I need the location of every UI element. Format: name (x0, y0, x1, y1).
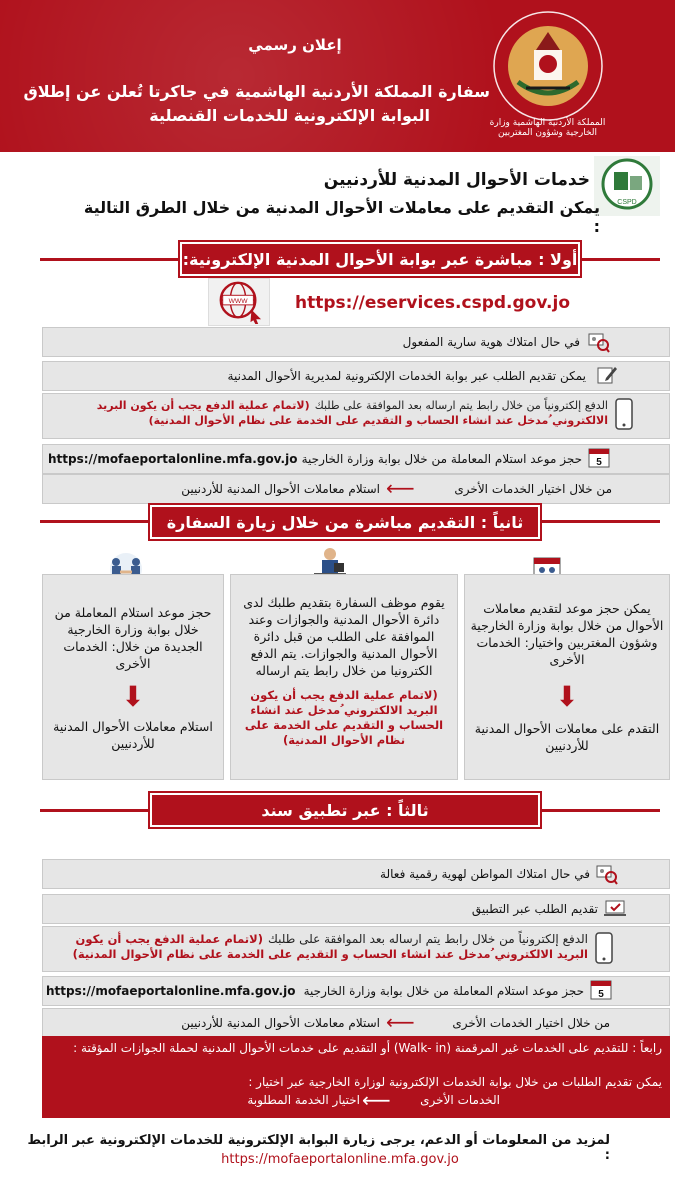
section4-choose-service: اختيار الخدمة المطلوبة (247, 1093, 360, 1107)
civil-services-subtitle: يمكن التقديم على معاملات الأحوال المدنية من خلال الطرق التالية : (83, 198, 600, 236)
s1-payment-note: الدفع إلكترونياً من خلال رابط يتم ارساله بعد الموافقة على طلبك (314, 399, 608, 412)
s3-mofa-portal-link[interactable]: https://mofaeportalonline.mfa.gov.jo (46, 984, 296, 998)
s3-row5-right: من خلال اختيار الخدمات الأخرى (452, 1016, 610, 1030)
emblem-caption: المملكة الأردنية الهاشمية وزارة الخارجية وشؤون المغتربين (489, 118, 606, 138)
s3-row2-text: تقديم الطلب عبر التطبيق (471, 902, 598, 916)
cspd-logo-icon (594, 156, 660, 216)
s2-col-left-result: استلام معاملات الأحوال المدنية للأردنيين (53, 719, 213, 751)
svg-text:CSPD: CSPD (617, 199, 637, 206)
laptop-check-icon (604, 897, 626, 919)
www-globe-icon (208, 278, 270, 326)
s1-row5-right: من خلال اختيار الخدمات الأخرى (454, 482, 612, 496)
s1-row5-left: استلام معاملات الأحوال المدنية للأردنيين (181, 482, 380, 496)
s2-col-right-text: يمكن حجز موعد لتقديم معاملات الأحوال من خلال بوابة وزارة الخارجية وشؤون المغتربين واختيار: الخدمات الأخرى (470, 601, 664, 667)
s3-row4-text: حجز موعد استلام المعاملة من خلال بوابة وزارة الخارجية (303, 984, 584, 998)
s3-payment-warning: (لاتمام عملية الدفع يجب أن يكون البريد الالكتروني ُمدخل عند انشاء الحساب و التقديم على الخدمة على نظام الأحوال المدنية) (72, 932, 588, 961)
s2-col-mid-text: يقوم موظف السفارة بتقديم طلبك لدى دائرة الأحوال المدنية والجوازات وعند الموافقة على الطلب من قبل دائرة الأحوال المدنية والجوازات. يتم الدفع الكترونيا من خلال رابط يتم ارساله (243, 595, 445, 678)
down-arrow-icon-2: ⬇ (121, 680, 145, 713)
s1-row1-text: في حال امتلاك هوية سارية المفعول (402, 335, 580, 349)
s1-row2-text: يمكن تقديم الطلب عبر بوابة الخدمات الإلكترونية لمديرية الأحوال المدنية (227, 369, 586, 383)
s3-row3-text (60, 931, 588, 961)
s1-mofa-portal-link[interactable]: https://mofaeportalonline.mfa.gov.jo (48, 452, 298, 466)
section1-banner: أولا : مباشرة عبر بوابة الأحوال المدنية الإلكترونية: (180, 242, 580, 276)
s1-payment-warning: (لاتمام عملية الدفع يجب أن يكون البريد الالكتروني ُمدخل عند انشاء الحساب و التقديم على الخدمة على نظام الأحوال المدنية) (96, 399, 608, 427)
down-arrow-icon: ⬇ (555, 680, 579, 713)
mobile-phone-icon-2 (592, 932, 616, 966)
svg-text:WWW: WWW (228, 297, 248, 305)
s3-row5-left: استلام معاملات الأحوال المدنية للأردنيين (181, 1016, 380, 1030)
id-card-search-icon (588, 331, 610, 353)
id-card-search-icon-2 (596, 863, 618, 885)
section4-other-services: الخدمات الأخرى (420, 1093, 500, 1107)
svg-text:5: 5 (596, 457, 602, 468)
section3-banner: ثالثاً : عبر تطبيق سند (150, 793, 540, 827)
calendar-icon-2 (590, 978, 612, 1000)
edit-pencil-icon (596, 364, 618, 386)
s2-col-right-result: التقدم على معاملات الأحوال المدنية للأردنيين (474, 721, 660, 753)
s3-payment-note: الدفع إلكترونياً من خلال رابط يتم ارساله بعد الموافقة على طلبك (268, 932, 588, 946)
s2-col-left-text: حجز موعد استلام المعاملة من خلال بوابة وزارة الخارجية الجديدة من خلال: الخدمات الأخرى (54, 605, 212, 671)
cspd-eservices-link[interactable]: https://eservices.cspd.gov.jo (295, 293, 571, 313)
svg-text:5: 5 (598, 989, 604, 1000)
section2-banner: ثانياً : التقديم مباشرة من خلال زيارة السفارة (150, 505, 540, 539)
s3-row1-text: في حال امتلاك المواطن لهوية رقمية فعالة (380, 867, 590, 881)
section4-line1: رابعاً : للتقديم على الخدمات غير المرقمنة (Walk- in) أو التقديم على خدمات الأحوال المدنية لحملة الجوازات المؤقتة : (73, 1041, 662, 1055)
left-arrow-icon-3: ⟵ (362, 1088, 391, 1112)
mobile-phone-icon (612, 398, 636, 432)
section4-line2: يمكن تقديم الطلبات من خلال بوابة الخدمات الإلكترونية لوزارة الخارجية عبر اختيار : (248, 1075, 662, 1089)
footer-portal-link[interactable]: https://mofaeportalonline.mfa.gov.jo (221, 1152, 459, 1167)
s1-row4-text: حجز موعد استلام المعاملة من خلال بوابة وزارة الخارجية (301, 452, 582, 466)
header-title-line1: سفارة المملكة الأردنية الهاشمية في جاكرتا تُعلن عن إطلاق (23, 82, 490, 101)
left-arrow-icon-2: ⟵ (386, 1010, 415, 1034)
header-title-line2: البوابة الإلكترونية للخدمات القنصلية (149, 106, 430, 125)
left-arrow-icon: ⟵ (386, 476, 415, 500)
s2-col-mid-warning: (لاتمام عملية الدفع يجب أن يكون البريد الالكتروني ُمدخل عند انشاء الحساب و التقديم على الخدمة على نظام الأحوال المدنية) (244, 688, 444, 747)
civil-services-title: خدمات الأحوال المدنية للأردنيين (323, 170, 590, 190)
footer-info: لمزيد من المعلومات أو الدعم، يرجى زيارة البوابة الإلكترونية للخدمات الإلكترونية عبر الرابط : (27, 1133, 610, 1163)
announcement-label: إعلان رسمي (248, 36, 342, 54)
calendar-icon (588, 446, 610, 468)
s1-row3-text (60, 397, 608, 427)
